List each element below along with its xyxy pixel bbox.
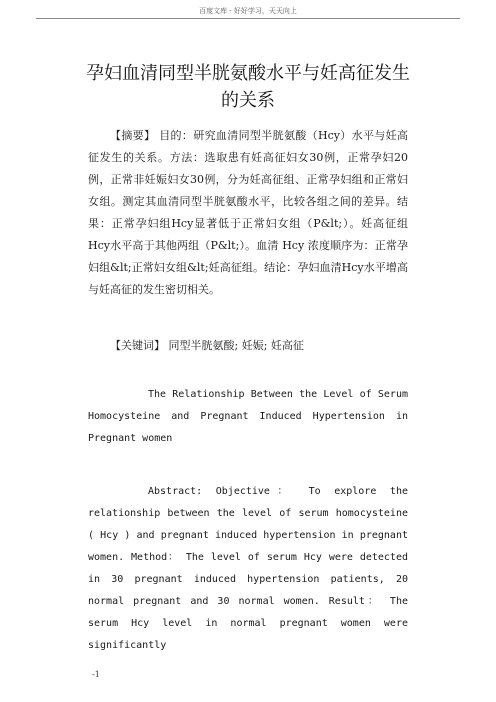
title-line-1: 孕妇血清同型半胱氨酸水平与妊高征发生 — [86, 63, 410, 84]
english-abstract: Abstract: Objective： To explore the relationship between the level of serum homocysteine ( Hcy ) and pregnant induced hypertension in pregnant women. Method： The level of serum Hcy were detected in 30 pregnant induced hypertension patients, 20 normal pregnant and 30 normal women. Result： The serum Hcy level in normal pregnant women were significantly — [88, 486, 408, 651]
page-number: -1 — [92, 670, 100, 679]
english-title: The Relationship Between the Level of Serum Homocysteine and Pregnant Induced Hypertension in Pregnant women — [88, 389, 408, 444]
chinese-keywords: 【关键词】 同型半胱氨酸; 妊娠; 妊高征 — [110, 339, 304, 352]
document-title — [50, 60, 446, 114]
chinese-abstract: 【摘要】 目的：研究血清同型半胱氨酸（Hcy）水平与妊高征发生的关系。方法：选取患有妊高征妇女30例，正常孕妇20例，正常非妊娠妇女30例，分为妊高征组、正常孕妇组和正常妇女组。测定其血清同型半胱氨酸水平，比较各组之间的差异。结果：正常孕妇组Hcy显著低于正常妇女组（P&lt;）。妊高征组Hcy水平高于其他两组（P&lt;）。血清 Hcy 浓度顺序为：正常孕妇组&lt;正常妇女组&lt;妊高征组。结论：孕妇血清Hcy水平增高与妊高征的发生密切相关。 — [88, 129, 408, 296]
header-divider — [36, 18, 460, 19]
title-line-2: 的关系 — [221, 90, 275, 111]
page-header: 百度文库 - 好好学习，天天向上 — [199, 7, 297, 15]
